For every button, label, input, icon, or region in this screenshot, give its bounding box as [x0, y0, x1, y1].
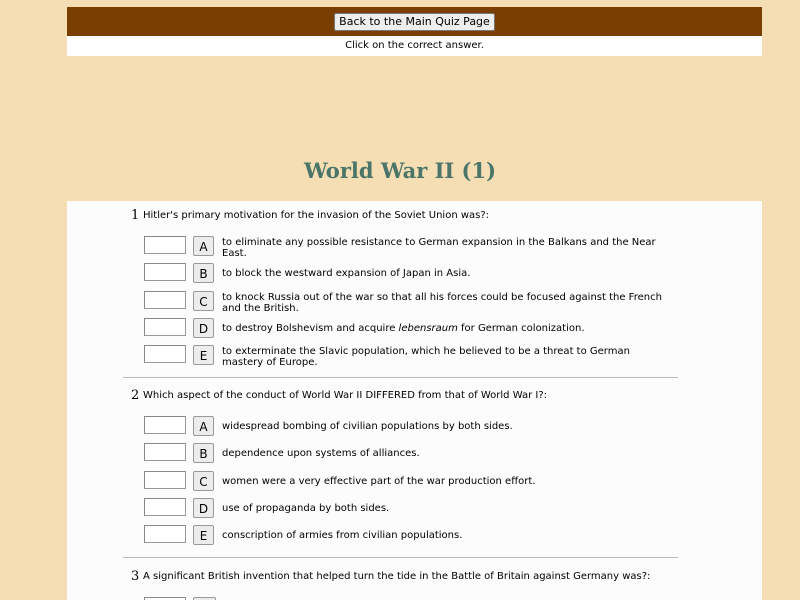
- answer-row: [144, 318, 704, 342]
- answer-text: to eliminate any possible resistance to German expansion in the Balkans and the Near East.: [222, 237, 656, 259]
- answer-row: [144, 498, 704, 522]
- answer-b-button[interactable]: B: [193, 443, 214, 463]
- answer-a-button[interactable]: A: [193, 236, 214, 256]
- answer-c-button[interactable]: C: [193, 291, 214, 311]
- question-divider: [123, 557, 678, 558]
- answer-feedback-box: [144, 263, 186, 281]
- answer-text-part: to destroy Bolshevism and acquire: [222, 323, 399, 334]
- answer-feedback-box: [144, 291, 186, 309]
- back-to-main-quiz-button[interactable]: Back to the Main Quiz Page: [334, 13, 495, 31]
- question-number: 1: [131, 208, 140, 223]
- answer-row: [144, 443, 704, 467]
- answer-row: [144, 263, 704, 287]
- page-title: World War II (1): [303, 158, 497, 183]
- answer-text-part: for German colonization.: [457, 323, 585, 334]
- answer-text: use of propaganda by both sides.: [222, 503, 390, 514]
- question-divider: [123, 377, 678, 378]
- answer-row: [144, 525, 704, 549]
- question-text: Which aspect of the conduct of World War II DIFFERED from that of World War I?:: [143, 390, 547, 401]
- answer-feedback-box: [144, 416, 186, 434]
- instruction-text: Click on the correct answer.: [345, 40, 484, 51]
- answer-feedback-box: [144, 471, 186, 489]
- answer-text-italic: lebensraum: [398, 323, 458, 334]
- question-number: 3: [131, 569, 140, 584]
- top-nav-bar: [67, 7, 762, 36]
- question-text: Hitler's primary motivation for the invasion of the Soviet Union was?:: [143, 210, 490, 221]
- answer-e-button[interactable]: E: [193, 525, 214, 545]
- question-text: A significant British invention that helped turn the tide in the Battle of Britain against Germany was?:: [143, 571, 651, 582]
- answer-text: [222, 323, 672, 334]
- answer-text: to knock Russia out of the war so that all his forces could be focused against the French and the British.: [222, 292, 662, 314]
- instruction-bar: [67, 36, 762, 56]
- question-number: 2: [131, 388, 140, 403]
- answer-row: [144, 471, 704, 495]
- answer-feedback-box: [144, 318, 186, 336]
- answer-feedback-box: [144, 345, 186, 363]
- answer-c-button[interactable]: C: [193, 471, 214, 491]
- answer-feedback-box: [144, 498, 186, 516]
- answer-b-button[interactable]: B: [193, 263, 214, 283]
- answer-text: conscription of armies from civilian populations.: [222, 530, 463, 541]
- answer-feedback-box: [144, 525, 186, 543]
- answer-text: women were a very effective part of the war production effort.: [222, 476, 536, 487]
- answer-d-button[interactable]: D: [193, 318, 214, 338]
- answer-e-button[interactable]: E: [193, 345, 214, 365]
- answer-a-button[interactable]: A: [193, 416, 214, 436]
- answer-feedback-box: [144, 443, 186, 461]
- answer-row: [144, 416, 704, 440]
- answer-row: [144, 236, 704, 260]
- quiz-panel: [67, 201, 762, 600]
- answer-d-button[interactable]: D: [193, 498, 214, 518]
- answer-text: dependence upon systems of alliances.: [222, 448, 420, 459]
- answer-text: to block the westward expansion of Japan in Asia.: [222, 268, 471, 279]
- answer-text: widespread bombing of civilian populations by both sides.: [222, 421, 513, 432]
- answer-row: [144, 345, 704, 369]
- answer-text: to exterminate the Slavic population, which he believed to be a threat to German mastery of Europe.: [222, 346, 630, 368]
- answer-row: [144, 291, 704, 315]
- answer-feedback-box: [144, 236, 186, 254]
